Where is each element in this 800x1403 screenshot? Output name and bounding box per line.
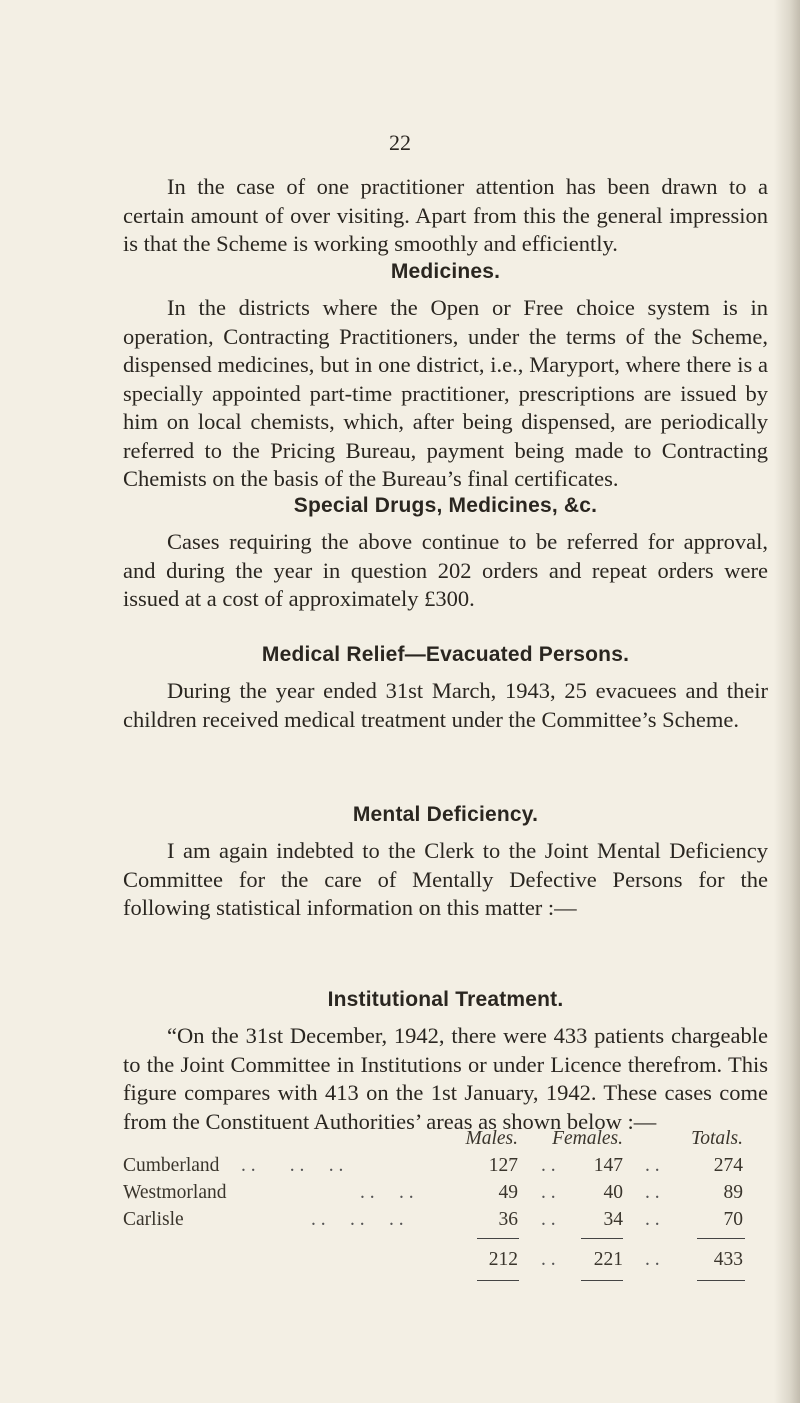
section-medicines (123, 260, 768, 494)
section-paragraph: In the districts where the Open or Free choice system is in operation, Contracting Practitioners, under the terms of the Scheme, dispensed medicines, but in one district, i.e., Maryport, where there is a specially appointed part-time practitioner, prescriptions are issued by him on local chemists, which, after being dispensed, are periodically referred to the Pricing Bureau, payment being made to Contracting Chemists on the basis of the Bureau’s final certificates. (123, 295, 768, 491)
page-edge-shadow (774, 0, 800, 1403)
section-heading: Institutional Treatment. (327, 988, 564, 1011)
males-value: 127 (488, 1155, 518, 1176)
total-rule (697, 1238, 745, 1239)
total-rule (697, 1280, 745, 1281)
total-rule (581, 1238, 623, 1239)
table-row (123, 1155, 768, 1181)
leader-dots: . . (645, 1209, 660, 1230)
intro-paragraph: In the case of one practitioner attention has been drawn to a certain amount of over visiting. Apart from this the general impression is that the Scheme is working smoothly and efficiently. (123, 174, 768, 256)
females-total: 221 (593, 1249, 623, 1270)
section-paragraph: “On the 31st December, 1942, there were 433 patients chargeable to the Joint Committee in Institutions or under Licence therefrom. This figure compares with 413 on the 1st January, 1942. These cases come from the Constituent Authorities’ areas as shown below :— (123, 1023, 768, 1134)
area-name: Carlisle (123, 1209, 184, 1230)
section-special-drugs (123, 494, 768, 614)
table-total-row (123, 1249, 768, 1275)
total-rule (477, 1280, 519, 1281)
leader-dots: . . (541, 1249, 556, 1270)
total-rule (581, 1280, 623, 1281)
section-heading: Medical Relief—Evacuated Persons. (261, 643, 630, 666)
leader-dots: . . (645, 1155, 660, 1176)
total-rule (477, 1238, 519, 1239)
section-paragraph: I am again indebted to the Clerk to the Joint Mental Deficiency Committee for the care of Mentally Defective Persons for the following statistical information on this matter :— (123, 838, 768, 920)
males-value: 36 (498, 1209, 518, 1230)
section-paragraph: Cases requiring the above continue to be referred for approval, and during the year in question 202 orders and repeat orders were issued at a cost of approximately £300. (123, 529, 768, 611)
page-number: 22 (389, 130, 411, 155)
totals-value: 274 (713, 1155, 743, 1176)
females-value: 40 (603, 1182, 623, 1203)
leader-dots: . . (645, 1249, 660, 1270)
section-institutional-treatment (123, 988, 768, 1136)
section-evacuated-persons (123, 643, 768, 734)
males-total: 212 (488, 1249, 518, 1270)
totals-value: 89 (723, 1182, 743, 1203)
males-value: 49 (498, 1182, 518, 1203)
column-header: Totals. (691, 1128, 743, 1149)
leader-dots: . . . . . . (311, 1209, 404, 1230)
leader-dots: . . (645, 1182, 660, 1203)
area-name: Cumberland (123, 1155, 220, 1176)
section-mental-deficiency (123, 803, 768, 923)
section-heading: Mental Deficiency. (352, 803, 539, 826)
column-header: Males. (465, 1128, 518, 1149)
table-header-row (123, 1128, 768, 1154)
leader-dots: . . (541, 1182, 556, 1203)
intro-block (123, 173, 768, 259)
table-row (123, 1209, 768, 1235)
leader-dots: . . . . (360, 1182, 414, 1203)
leader-dots: . . (541, 1155, 556, 1176)
totals-value: 70 (723, 1209, 743, 1230)
totals-total: 433 (713, 1249, 743, 1270)
table-row (123, 1182, 768, 1208)
section-heading: Medicines. (390, 260, 501, 283)
females-value: 147 (593, 1155, 623, 1176)
section-heading: Special Drugs, Medicines, &c. (293, 494, 598, 517)
column-header: Females. (552, 1128, 623, 1149)
leader-dots: . . . . . . (241, 1155, 344, 1176)
area-name: Westmorland (123, 1182, 227, 1203)
leader-dots: . . (541, 1209, 556, 1230)
females-value: 34 (603, 1209, 623, 1230)
section-paragraph: During the year ended 31st March, 1943, 25 evacuees and their children received medical treatment under the Committee’s Scheme. (123, 678, 768, 732)
